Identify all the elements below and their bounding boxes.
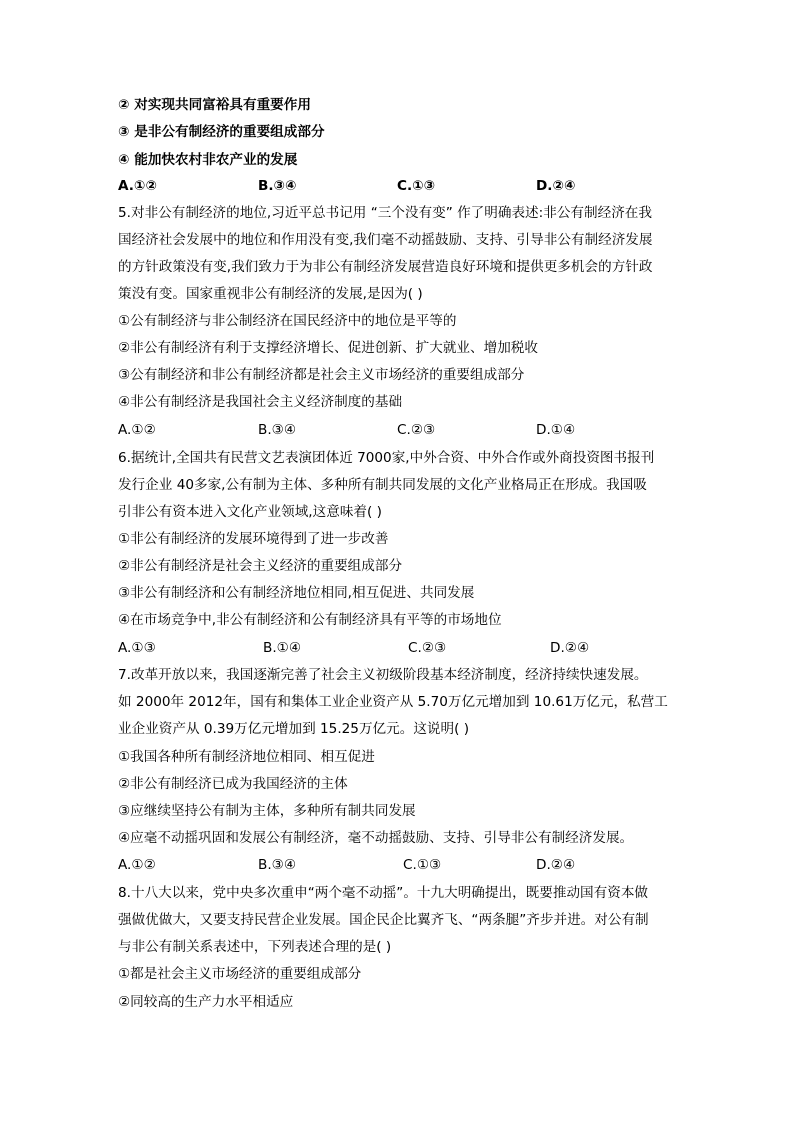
prev-options [118,177,678,195]
q6-item-4: ④在市场竞争中,非公有制经济和公有制经济具有平等的市场地位 [118,612,502,628]
q7-stem-line-2: 如 2000年 2012年，国有和集体工业企业资产从 5.70万亿元增加到 10.61万亿元，私营工 [118,694,668,710]
q6-stem-line-2: 发行企业 40多家,公有制为主体、多种所有制共同发展的文化产业格局正在形成。我国吸 [118,477,647,493]
q5-stem-line-2: 国经济社会发展中的地位和作用没有变,我们毫不动摇鼓励、支持、引导非公有制经济发展 [118,232,653,248]
q7-item-1: ①我国各种所有制经济地位相同、相互促进 [118,749,375,765]
option-b: B.③④ [258,857,297,873]
option-c: C.①③ [403,857,442,873]
option-a: A.①② [118,857,156,873]
q5-item-1: ①公有制经济与非公制经济在国民经济中的地位是平等的 [118,313,457,329]
q6-item-3: ③非公有制经济和公有制经济地位相同,相互促进、共同发展 [118,585,475,601]
q7-item-4: ④应毫不动摇巩固和发展公有制经济，毫不动摇鼓励、支持、引导非公有制经济发展。 [118,830,634,846]
option-c: C.②③ [397,422,436,438]
option-a: A.①② [118,422,156,438]
q7-stem-line-1: 7.改革开放以来，我国逐渐完善了社会主义初级阶段基本经济制度，经济持续快速发展。 [118,667,648,683]
q6-stem-line-3: 引非公有资本进入文化产业领域,这意味着( ) [118,504,382,520]
option-d: D.②④ [536,857,576,873]
option-a: A.①② [118,178,157,194]
q8-stem-line-3: 与非公有制关系表述中，下列表述合理的是( ) [118,939,392,955]
q8-item-2: ②同较高的生产力水平相适应 [118,994,294,1010]
q8-stem-line-2: 强做优做大，又要支持民营企业发展。国企民企比翼齐飞、“两条腿”齐步并进。对公有制 [118,912,649,928]
q6-item-2: ②非公有制经济是社会主义经济的重要组成部分 [118,558,403,574]
option-b: B.①④ [263,640,302,656]
q5-item-3: ③公有制经济和非公有制经济都是社会主义市场经济的重要组成部分 [118,367,525,383]
q7-item-2: ②非公有制经济已成为我国经济的主体 [118,776,348,792]
option-c: C.①③ [397,178,436,194]
q5-stem-line-1: 5.对非公有制经济的地位,习近平总书记用 “三个没有变” 作了明确表述:非公有制经济在我 [118,205,652,221]
q5-stem-line-4: 策没有变。国家重视非公有制经济的发展,是因为( ) [118,286,423,302]
q6-stem-line-1: 6.据统计,全国共有民营文艺表演团体近 7000家,中外合资、中外合作或外商投资图书报刊 [118,450,655,466]
prev-item-2: ② 对实现共同富裕具有重要作用 [118,97,311,113]
q5-item-2: ②非公有制经济有利于支撑经济增长、促进创新、扩大就业、增加税收 [118,340,538,356]
option-d: D.②④ [550,640,590,656]
q5-stem-line-3: 的方针政策没有变,我们致力于为非公有制经济发展营造良好环境和提供更多机会的方针政 [118,259,653,275]
q6-options [118,639,678,657]
q6-item-1: ①非公有制经济的发展环境得到了进一步改善 [118,531,389,547]
option-b: B.③④ [258,422,297,438]
q8-stem-line-1: 8.十八大以来，党中央多次重申“两个毫不动摇”。十九大明确提出，既要推动国有资本做 [118,885,649,901]
option-d: D.②④ [536,178,576,194]
q7-item-3: ③应继续坚持公有制为主体，多种所有制共同发展 [118,803,416,819]
q5-options [118,421,678,439]
prev-item-4: ④ 能加快农村非农产业的发展 [118,152,298,168]
q8-item-1: ①都是社会主义市场经济的重要组成部分 [118,966,362,982]
option-a: A.①③ [118,640,156,656]
option-c: C.②③ [408,640,447,656]
q7-stem-line-3: 业企业资产从 0.39万亿元增加到 15.25万亿元。这说明( ) [118,721,470,737]
q5-item-4: ④非公有制经济是我国社会主义经济制度的基础 [118,394,403,410]
q7-options [118,856,678,874]
option-b: B.③④ [258,178,297,194]
option-d: D.①④ [536,422,576,438]
prev-item-3: ③ 是非公有制经济的重要组成部分 [118,124,325,140]
